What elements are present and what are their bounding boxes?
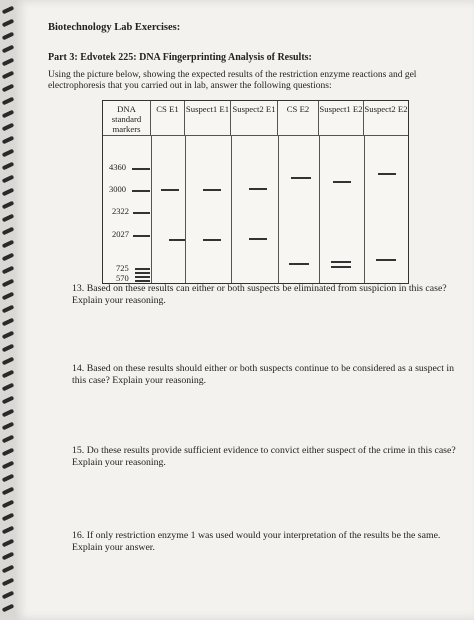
lane-header-cs-e1: CS E1 [151,101,185,135]
spiral-coil [2,513,15,522]
marker-band [132,168,150,170]
spiral-coil [2,539,15,548]
spiral-coil [2,331,15,340]
spiral-coil [2,318,15,327]
question-14: 14. Based on these results should either or both suspects continue to be considered as a suspect in this case? Explain your reasoning. [72,363,454,386]
spiral-coil [2,578,15,587]
intro-text: Using the picture below, showing the expected results of the restriction enzyme reactions and gel electrophoresis that you carried out in lab, answer the following questions: [48,70,417,91]
spiral-coil [2,396,15,405]
dna-band [249,238,267,240]
spiral-coil [2,500,15,509]
dna-band [203,189,221,191]
question-16: 16. If only restriction enzyme 1 was used would your interpretation of the results be the same. Explain your answer. [72,530,441,553]
dna-band [331,266,351,268]
marker-band [135,280,150,282]
spiral-coil [2,253,15,262]
spiral-coil [2,591,15,600]
spiral-coil [2,552,15,561]
dna-band [161,189,179,191]
spiral-coil [2,422,15,431]
spiral-coil [2,6,15,15]
marker-band [133,235,150,237]
spiral-coil [2,175,15,184]
spiral-coil [2,136,15,145]
gel-diagram [102,100,409,284]
spiral-coil [2,565,15,574]
spiral-coil [2,370,15,379]
marker-label: 570 [116,273,129,283]
marker-label: 4360 [109,162,126,172]
marker-label: 3000 [109,184,126,194]
dna-band [333,181,351,183]
spiral-coil [2,201,15,210]
spiral-coil [2,435,15,444]
lane-divider [278,135,279,283]
spiral-coil [2,58,15,67]
marker-label: 2322 [112,206,129,216]
spiral-coil [2,214,15,223]
spiral-coil [2,409,15,418]
spiral-coil [2,227,15,236]
dna-band [331,261,351,263]
spiral-coil [2,45,15,54]
lane-divider [185,135,186,283]
spiral-coil [2,604,15,613]
lane-header-suspect2-e2: Suspect2 E2 [364,104,408,114]
worksheet-page [14,0,474,620]
spiral-coil [2,461,15,470]
dna-band [378,173,396,175]
spiral-coil [2,279,15,288]
spiral-coil [2,149,15,158]
dna-band [169,239,185,241]
marker-label: 2027 [112,229,129,239]
spiral-coil [2,305,15,314]
part-title: Part 3: Edvotek 225: DNA Fingerprinting Analysis of Results: [48,52,312,63]
spiral-coil [2,84,15,93]
spiral-coil [2,110,15,119]
question-13: 13. Based on these results can either or both suspects be eliminated from suspicion in this case? Explain your reasoning. [72,283,447,306]
lane-header-suspect2-e1: Suspect2 E1 [231,101,278,135]
lane-divider [231,135,232,283]
marker-label: 725 [116,263,129,273]
dna-band [291,177,311,179]
spiral-coil [2,292,15,301]
marker-band [135,268,150,270]
lane-header-cs-e2: CS E2 [278,101,319,135]
marker-band [135,272,150,274]
lane-divider [151,135,152,283]
dna-band [203,239,221,241]
spiral-coil [2,448,15,457]
marker-band [132,190,150,192]
dna-band [249,188,267,190]
marker-band [133,212,150,214]
spiral-coil [2,71,15,80]
spiral-coil [2,240,15,249]
lane-divider [364,135,365,283]
spiral-coil [2,344,15,353]
spiral-coil [2,32,15,41]
spiral-coil [2,123,15,132]
dna-band [289,263,309,265]
spiral-coil [2,383,15,392]
lane-header-suspect1-e2: Suspect1 E2 [319,101,364,135]
lab-title: Biotechnology Lab Exercises: [48,22,181,33]
spiral-coil [2,526,15,535]
spiral-coil [2,487,15,496]
question-15: 15. Do these results provide sufficient evidence to convict either suspect of the crime in this case? Explain your reasoning. [72,445,456,468]
lane-divider [319,135,320,283]
spiral-coil [2,162,15,171]
header-divider [103,135,408,136]
spiral-coil [2,188,15,197]
spiral-coil [2,357,15,366]
lane-header-suspect1-e1: Suspect1 E1 [185,101,231,135]
spiral-coil [2,97,15,106]
dna-band [376,259,396,261]
spiral-coil [2,19,15,28]
marker-band [135,276,150,278]
spiral-coil [2,266,15,275]
spiral-coil [2,474,15,483]
lane-header-markers: DNA standard markers [103,101,151,135]
